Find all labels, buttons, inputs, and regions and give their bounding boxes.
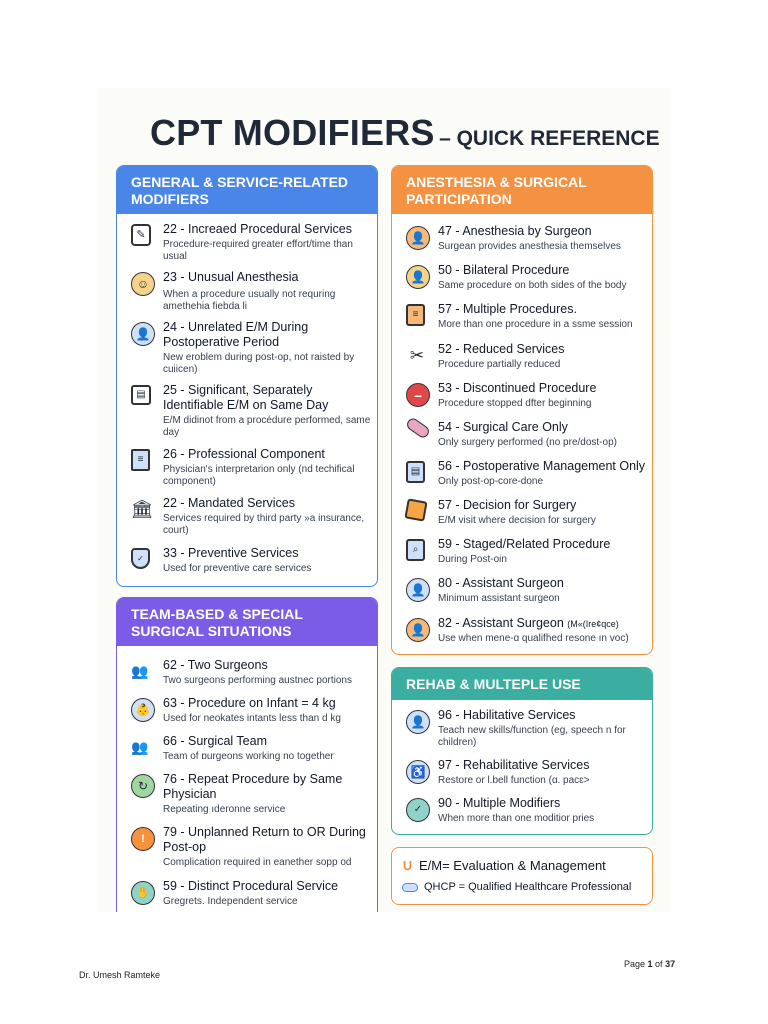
modifier-title: 56 - Postoperative Management Only — [438, 459, 646, 473]
modifier-title: 62 - Two Surgeons — [163, 658, 268, 672]
anesthesia-card — [391, 165, 653, 655]
team-card — [116, 597, 378, 912]
modifier-title: 59 - Distinct Procedural Service — [163, 879, 339, 893]
child-icon: 👤 — [406, 710, 430, 734]
hand-icon: ✋ — [131, 881, 155, 905]
modifier-desc: E/M didinot from a procédure performed, same day — [163, 415, 371, 438]
modifier-title: 24 - Unrelated E/M During Postoperative Period — [163, 320, 309, 349]
modifier-desc: During Post-oin — [438, 554, 507, 565]
stethoscope-icon: ∪ — [402, 857, 413, 874]
stop-icon: – — [406, 383, 430, 407]
modifier-desc: Teach new skills/function (eg, speech n for children) — [438, 725, 626, 748]
modifier-title: 76 - Repeat Procedure by Same Physician — [163, 772, 343, 801]
surgeon2-icon: 👤 — [406, 618, 430, 642]
modifier-title: 57 - Decision for Surgery — [438, 498, 577, 512]
modifier-desc: Complication required in eanether sopp od — [163, 857, 352, 868]
legend-card — [391, 847, 653, 905]
clipboard-list-icon: ≡ — [406, 304, 425, 326]
document-icon: ≡ — [131, 449, 150, 471]
modifier-title: 63 - Procedure on Infant = 4 kg — [163, 696, 336, 710]
modifier-title: 96 - Habilitative Services — [438, 708, 576, 722]
modifier-title: 47 - Anesthesia by Surgeon — [438, 224, 592, 238]
modifier-desc: Only post-op-core-done — [438, 476, 544, 487]
chat-icon: ✓ — [406, 798, 430, 822]
face-icon: ☺ — [131, 272, 155, 296]
modifier-title: 53 - Discontinued Procedure — [438, 381, 597, 395]
building-icon: 🏛 — [130, 499, 154, 519]
doc-search-icon: ⌕ — [406, 539, 425, 561]
shield-icon: ✓ — [131, 548, 150, 569]
modifier-title: 33 - Preventive Services — [163, 546, 299, 560]
pill-icon — [402, 883, 418, 892]
legend-text: QHCP = Qualified Healthcare Professional — [424, 881, 632, 893]
page-title — [150, 112, 660, 154]
anesthesia-card-header: ANESTHESIA & SURGICAL PARTICIPATION — [392, 166, 652, 214]
modifier-desc: Used for neokates intants less than d kg — [163, 713, 341, 724]
team-card-header: TEAM-BASED & SPECIAL SURGICAL SITUATIONS — [117, 598, 377, 646]
modifier-desc: New eroblem during post-op, not raisted by cuiicen) — [163, 352, 355, 375]
doctor-icon: 👤 — [131, 322, 155, 346]
legend-row — [402, 856, 644, 874]
modifier-desc: Two surgeons performing austnec portions — [163, 675, 352, 686]
modifier-desc: Used for preventive care services — [163, 563, 312, 574]
modifier-title: 50 - Bilateral Procedure — [438, 263, 570, 277]
title-sub: – QUICK REFERENCE — [439, 127, 660, 150]
modifier-desc: Team of ɒurgeons working no together — [163, 751, 334, 762]
modifier-desc: Restore or l.bell function (ɑ. pacɛ> — [438, 775, 590, 786]
clipboard-icon: ✎ — [131, 224, 151, 246]
modifier-title: 54 - Surgical Care Only — [438, 420, 568, 434]
assistant-icon: 👤 — [406, 578, 430, 602]
modifier-desc: Procedure partially reduced — [438, 359, 561, 370]
alert-icon: ! — [131, 827, 155, 851]
modifier-title: 79 - Unplanned Return to OR During Post-op — [163, 825, 366, 854]
records-icon: ▤ — [406, 461, 425, 483]
package-icon — [404, 498, 427, 521]
rehab-card — [391, 667, 653, 835]
modifier-desc: Physician's interpretarion only (nd techifical component) — [163, 464, 355, 487]
modifier-desc: More than one procedure in a ssme session — [438, 319, 633, 330]
modifier-title: 26 - Professional Component — [163, 447, 325, 461]
modifier-desc: When more than one moditior pries — [438, 813, 595, 824]
modifier-desc: When a procedure usually not requring amethehia fiebda li — [163, 289, 336, 312]
modifier-title: 57 - Multiple Procedures. — [438, 302, 577, 316]
modifier-title: 22 - Increaed Procedural Services — [163, 222, 352, 236]
page-number — [624, 959, 675, 969]
modifier-title: 52 - Reduced Services — [438, 342, 565, 356]
legend-text: E/M= Evaluation & Management — [418, 857, 606, 873]
modifier-title-note: (M«(Ire¢qce) — [567, 619, 619, 629]
modifier-title: 66 - Surgical Team — [163, 734, 267, 748]
two-people-icon: 👥 — [131, 663, 149, 679]
rehab-icon: ♿ — [406, 760, 430, 784]
modifier-desc: Procedure stopped dfter beginning — [438, 398, 592, 409]
rehab-card-header: REHAB & MULTEPLE USE — [392, 668, 652, 700]
page-prefix: Page — [624, 959, 648, 969]
modifier-desc: Only surgery performed (no pre/dost-op) — [438, 437, 617, 448]
modifier-desc: Procedure-required greater effort/time than usual — [163, 239, 353, 262]
modifier-title: 59 - Staged/Related Procedure — [438, 537, 611, 551]
surgeon-icon: 👤 — [406, 226, 430, 250]
modifier-title-text: 82 - Assistant Surgeon — [438, 616, 564, 630]
modifier-title: 25 - Significant, Separately Identifiable E/M on Same Day — [163, 383, 329, 412]
modifier-desc: E/M visit where decision for surgery — [438, 515, 596, 526]
page-current: 1 — [647, 959, 653, 969]
person-icon: 👤 — [406, 265, 430, 289]
modifier-desc: Minimum assistant surgeon — [438, 593, 560, 604]
modifier-desc: Surgean provides anesthesia themselves — [438, 241, 621, 252]
modifier-desc: Gregrets. Independent service — [163, 896, 298, 907]
calendar-icon: ▤ — [131, 385, 151, 405]
scissors-icon: ✂ — [409, 345, 425, 365]
modifier-title: 23 - Unusual Anesthesia — [163, 270, 299, 284]
modifier-desc: Same procedure on both sides of the body — [438, 280, 627, 291]
modifier-desc: Services required by third party »a insurance, court) — [163, 513, 365, 536]
author-name: Dr. Umesh Ramteke — [79, 970, 161, 980]
infant-icon: 👶 — [131, 698, 155, 722]
general-card-header: GENERAL & SERVICE-RELATED MODIFIERS — [117, 166, 377, 214]
title-main: CPT MODIFIERS — [150, 112, 435, 153]
repeat-icon: ↻ — [131, 774, 155, 798]
modifier-desc: Repeating ıderonne service — [163, 804, 286, 815]
modifier-title: 90 - Multiple Modifiers — [438, 796, 561, 810]
modifier-title — [438, 616, 646, 632]
legend-row — [402, 881, 644, 893]
bandage-icon — [405, 416, 432, 440]
modifier-title: 97 - Rehabilitative Services — [438, 758, 590, 772]
team-icon: 👥 — [131, 739, 149, 755]
page-of: of — [652, 959, 666, 969]
general-modifiers-card — [116, 165, 378, 587]
modifier-title: 22 - Mandated Services — [163, 496, 296, 510]
page-total: 37 — [665, 959, 676, 969]
modifier-title: 80 - Assistant Surgeon — [438, 576, 564, 590]
modifier-desc: Use when mene-ɑ qualifhed resone ın voc) — [438, 633, 629, 644]
